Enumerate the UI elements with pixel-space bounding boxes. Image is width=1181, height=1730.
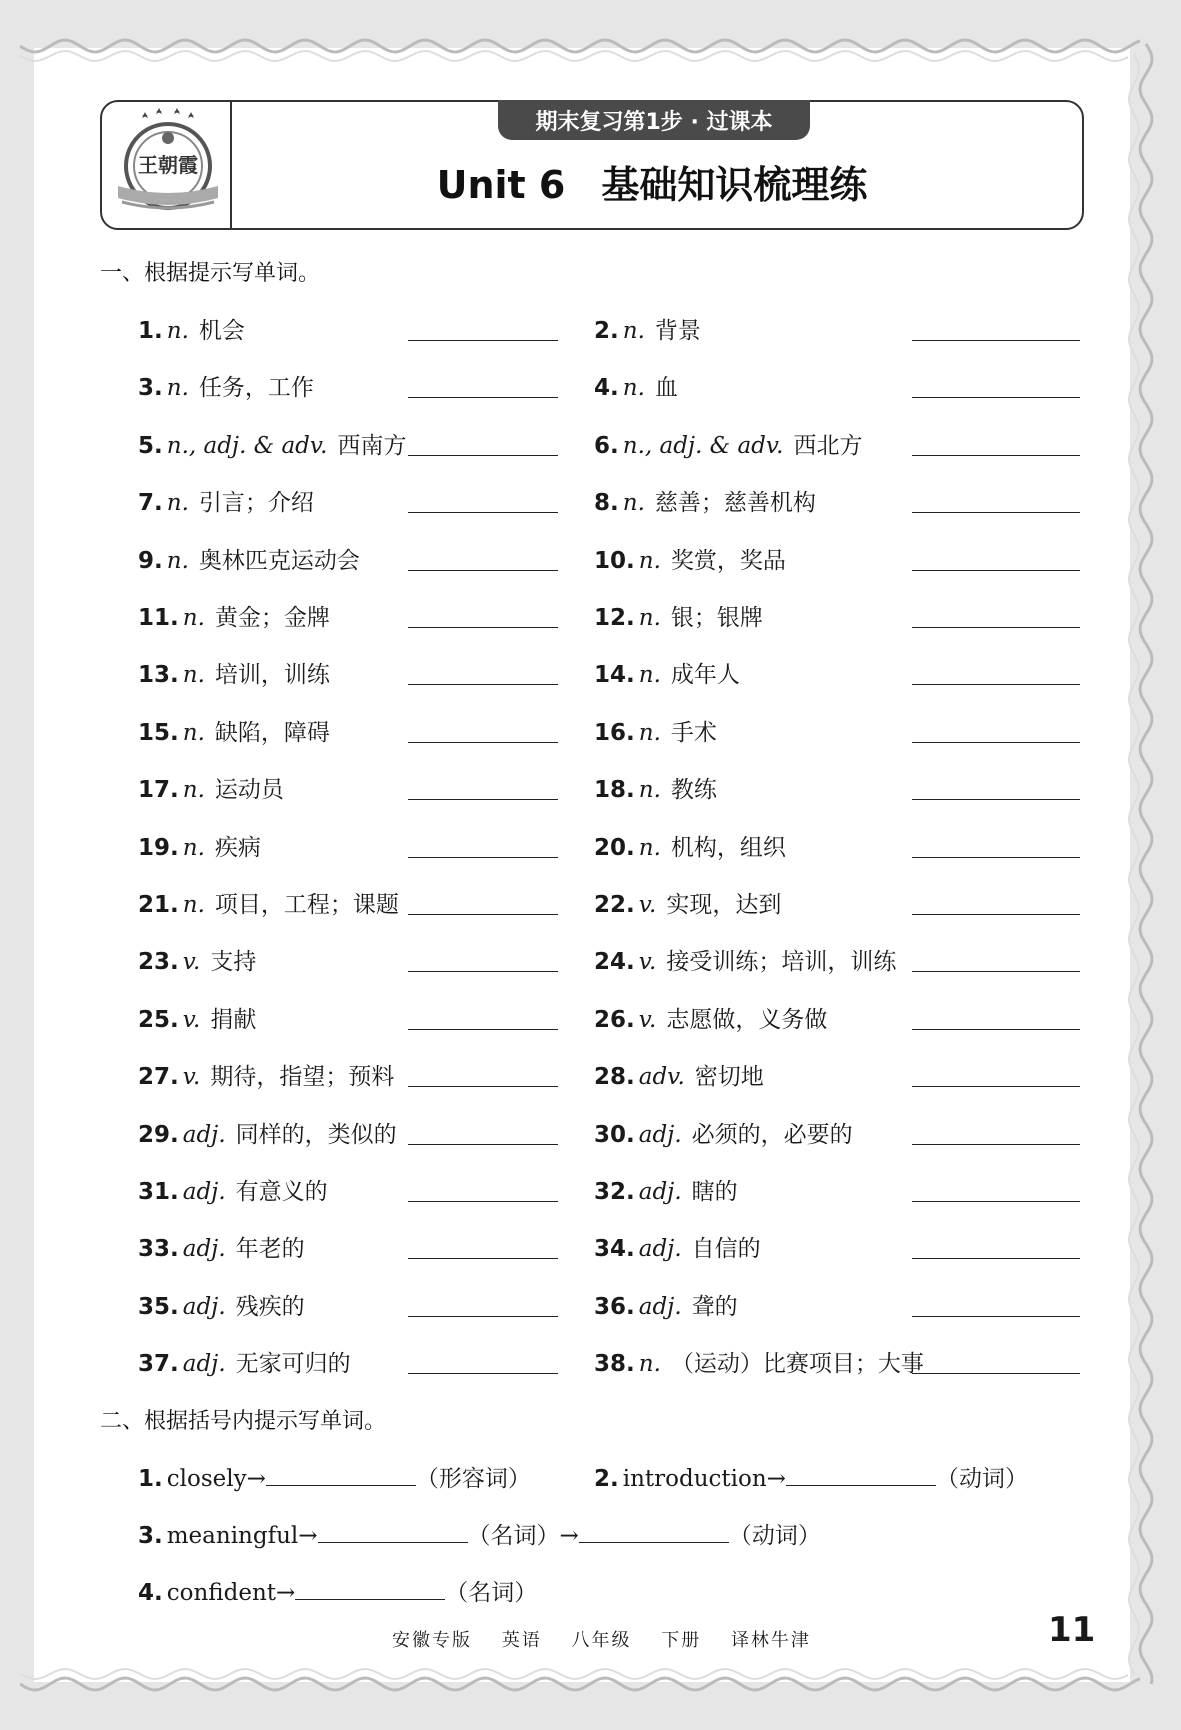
word-item bbox=[594, 1345, 924, 1378]
part-of-speech: n. bbox=[182, 892, 205, 918]
page-number: 11 bbox=[1048, 1610, 1096, 1650]
item-number: 18. bbox=[594, 777, 635, 804]
answer-blank[interactable] bbox=[408, 1201, 558, 1202]
section-1-heading: 一、根据提示写单词。 bbox=[100, 261, 321, 286]
meaning-text: 机会 bbox=[198, 318, 245, 344]
word-item bbox=[594, 369, 678, 402]
s2-question-2: 2. introduction→ （动词） bbox=[594, 1466, 1028, 1492]
answer-blank[interactable] bbox=[408, 512, 558, 513]
svg-text:王朝霞: 王朝霞 bbox=[138, 153, 198, 177]
answer-blank[interactable] bbox=[912, 971, 1080, 972]
word-item bbox=[138, 886, 399, 919]
part-of-speech: n. bbox=[182, 662, 205, 689]
answer-blank[interactable] bbox=[408, 397, 558, 398]
title-main: 基础知识梳理练 bbox=[601, 163, 868, 207]
word-item bbox=[594, 1230, 761, 1263]
s2-question-3: 3. meaningful→ （名词）→ （动词） bbox=[138, 1523, 821, 1549]
footer-edition: 安徽专版 bbox=[392, 1630, 472, 1651]
section-2-heading: 二、根据括号内提示写单词。 bbox=[100, 1409, 387, 1434]
answer-blank[interactable] bbox=[408, 857, 558, 858]
answer-blank[interactable] bbox=[912, 340, 1080, 341]
answer-blank[interactable] bbox=[408, 742, 558, 743]
part-of-speech: n. bbox=[622, 490, 645, 517]
part-of-speech: n. bbox=[622, 318, 645, 344]
word-item bbox=[594, 1058, 764, 1091]
item-number: 14. bbox=[594, 662, 635, 689]
item-number: 20. bbox=[594, 834, 635, 861]
item-number: 16. bbox=[594, 719, 635, 746]
meaning-text: 瞎的 bbox=[691, 1179, 738, 1205]
meaning-text: 手术 bbox=[670, 719, 717, 746]
item-number: 1. bbox=[138, 318, 163, 344]
meaning-text: （运动）比赛项目；大事 bbox=[670, 1351, 924, 1378]
part-of-speech: n. bbox=[166, 375, 189, 402]
part-of-speech: adj. bbox=[638, 1236, 682, 1263]
item-number: 6. bbox=[594, 432, 619, 459]
footer-grade: 八年级 bbox=[571, 1630, 632, 1651]
word-item bbox=[594, 312, 701, 345]
answer-blank[interactable] bbox=[318, 1522, 468, 1543]
meaning-text: 血 bbox=[654, 375, 678, 402]
item-number: 19. bbox=[138, 834, 179, 861]
answer-blank[interactable] bbox=[912, 1258, 1080, 1259]
word-item bbox=[138, 1345, 351, 1378]
part-of-speech: v. bbox=[182, 1006, 201, 1033]
word-item bbox=[594, 484, 816, 517]
item-number: 3. bbox=[138, 375, 163, 402]
item-number: 32. bbox=[594, 1179, 635, 1205]
word-item bbox=[138, 312, 245, 345]
review-step-tag: 期末复习第1步 · 过课本 bbox=[498, 100, 810, 140]
answer-blank[interactable] bbox=[912, 1029, 1080, 1030]
s2-question-4: 4. confident→ （名词） bbox=[138, 1580, 538, 1606]
word-item bbox=[138, 829, 261, 862]
item-number: 4. bbox=[594, 375, 619, 402]
word-item bbox=[138, 656, 330, 689]
word-item bbox=[594, 1116, 853, 1149]
item-number: 25. bbox=[138, 1006, 179, 1033]
answer-blank[interactable] bbox=[912, 627, 1080, 628]
meaning-text: 任务，工作 bbox=[198, 375, 314, 402]
item-number: 5. bbox=[138, 432, 163, 459]
meaning-text: 慈善；慈善机构 bbox=[654, 490, 816, 517]
word-item bbox=[138, 1001, 256, 1034]
answer-blank[interactable] bbox=[408, 1373, 558, 1374]
part-of-speech: v. bbox=[638, 892, 657, 918]
answer-blank[interactable] bbox=[912, 1201, 1080, 1202]
footer-subject: 英语 bbox=[501, 1630, 542, 1651]
answer-blank[interactable] bbox=[295, 1579, 445, 1600]
answer-blank[interactable] bbox=[786, 1465, 936, 1486]
title-unit: Unit 6 bbox=[436, 163, 566, 207]
part-of-speech: n. bbox=[638, 1351, 661, 1378]
footer-volume: 下册 bbox=[661, 1630, 702, 1651]
meaning-text: 西南方 bbox=[337, 432, 407, 459]
answer-blank[interactable] bbox=[912, 397, 1080, 398]
part-of-speech: n., adj. & adv. bbox=[622, 432, 784, 459]
word-item bbox=[594, 771, 717, 804]
word-item bbox=[594, 599, 763, 632]
item-number: 11. bbox=[138, 605, 179, 631]
meaning-text: 背景 bbox=[654, 318, 701, 344]
part-of-speech: adj. bbox=[182, 1179, 226, 1205]
item-number: 17. bbox=[138, 777, 179, 804]
answer-blank[interactable] bbox=[408, 1144, 558, 1145]
part-of-speech: n. bbox=[638, 662, 661, 689]
answer-blank[interactable] bbox=[408, 684, 558, 685]
answer-blank[interactable] bbox=[912, 455, 1080, 456]
answer-blank[interactable] bbox=[408, 914, 558, 915]
answer-blank[interactable] bbox=[408, 627, 558, 628]
meaning-text: 实现，达到 bbox=[666, 892, 782, 918]
part-of-speech: adj. bbox=[182, 1293, 226, 1320]
answer-blank[interactable] bbox=[912, 1373, 1080, 1374]
part-of-speech: adj. bbox=[182, 1236, 226, 1263]
item-number: 8. bbox=[594, 490, 619, 517]
answer-blank[interactable] bbox=[408, 1316, 558, 1317]
answer-blank[interactable] bbox=[912, 799, 1080, 800]
part-of-speech: adj. bbox=[182, 1351, 226, 1378]
part-of-speech: v. bbox=[182, 1064, 201, 1091]
word-item bbox=[138, 1116, 397, 1149]
word-item bbox=[138, 1230, 305, 1263]
word-item bbox=[594, 714, 717, 747]
meaning-text: 志愿做，义务做 bbox=[666, 1006, 828, 1033]
part-of-speech: n., adj. & adv. bbox=[166, 432, 328, 459]
item-number: 24. bbox=[594, 949, 635, 976]
answer-blank[interactable] bbox=[912, 914, 1080, 915]
meaning-text: 有意义的 bbox=[235, 1179, 328, 1205]
item-number: 2. bbox=[594, 318, 619, 344]
meaning-text: 年老的 bbox=[235, 1236, 305, 1263]
part-of-speech: n. bbox=[638, 834, 661, 861]
item-number: 13. bbox=[138, 662, 179, 689]
word-item bbox=[138, 714, 330, 747]
part-of-speech: n. bbox=[166, 490, 189, 517]
item-number: 15. bbox=[138, 719, 179, 746]
part-of-speech: n. bbox=[182, 834, 205, 861]
word-item bbox=[138, 427, 406, 460]
meaning-text: 疾病 bbox=[214, 834, 261, 861]
item-number: 33. bbox=[138, 1236, 179, 1263]
meaning-text: 奥林匹克运动会 bbox=[198, 547, 360, 574]
meaning-text: 无家可归的 bbox=[235, 1351, 351, 1378]
meaning-text: 残疾的 bbox=[235, 1293, 305, 1320]
answer-blank[interactable] bbox=[408, 1029, 558, 1030]
meaning-text: 成年人 bbox=[670, 662, 740, 689]
part-of-speech: adv. bbox=[638, 1064, 685, 1091]
word-item bbox=[138, 484, 314, 517]
word-item bbox=[138, 542, 360, 575]
part-of-speech: n. bbox=[182, 605, 205, 631]
part-of-speech: v. bbox=[638, 949, 657, 976]
part-of-speech: n. bbox=[182, 719, 205, 746]
part-of-speech: adj. bbox=[638, 1121, 682, 1148]
meaning-text: 自信的 bbox=[691, 1236, 761, 1263]
part-of-speech: adj. bbox=[638, 1179, 682, 1205]
item-number: 31. bbox=[138, 1179, 179, 1205]
item-number: 10. bbox=[594, 547, 635, 574]
item-number: 23. bbox=[138, 949, 179, 976]
item-number: 27. bbox=[138, 1064, 179, 1091]
meaning-text: 项目，工程；课题 bbox=[214, 892, 399, 918]
item-number: 37. bbox=[138, 1351, 179, 1378]
meaning-text: 密切地 bbox=[694, 1064, 764, 1091]
answer-blank[interactable] bbox=[408, 340, 558, 341]
word-item bbox=[594, 1173, 738, 1206]
word-item bbox=[594, 656, 740, 689]
item-number: 34. bbox=[594, 1236, 635, 1263]
answer-blank[interactable] bbox=[408, 971, 558, 972]
item-number: 22. bbox=[594, 892, 635, 918]
item-number: 35. bbox=[138, 1293, 179, 1320]
word-item bbox=[138, 1173, 328, 1206]
answer-blank[interactable] bbox=[912, 1086, 1080, 1087]
answer-blank[interactable] bbox=[408, 1086, 558, 1087]
answer-blank[interactable] bbox=[408, 455, 558, 456]
item-number: 9. bbox=[138, 547, 163, 574]
answer-blank[interactable] bbox=[912, 857, 1080, 858]
item-number: 26. bbox=[594, 1006, 635, 1033]
item-number: 36. bbox=[594, 1293, 635, 1320]
answer-blank[interactable] bbox=[408, 799, 558, 800]
part-of-speech: adj. bbox=[182, 1121, 226, 1148]
item-number: 30. bbox=[594, 1121, 635, 1148]
answer-blank[interactable] bbox=[912, 684, 1080, 685]
answer-blank[interactable] bbox=[912, 1316, 1080, 1317]
word-item bbox=[594, 542, 786, 575]
meaning-text: 西北方 bbox=[793, 432, 863, 459]
word-item bbox=[138, 1058, 394, 1091]
part-of-speech: v. bbox=[182, 949, 201, 976]
answer-blank[interactable] bbox=[266, 1465, 416, 1486]
item-number: 29. bbox=[138, 1121, 179, 1148]
item-number: 21. bbox=[138, 892, 179, 918]
meaning-text: 黄金；金牌 bbox=[214, 605, 330, 631]
meaning-text: 期待，指望；预料 bbox=[210, 1064, 395, 1091]
meaning-text: 聋的 bbox=[691, 1293, 738, 1320]
answer-blank[interactable] bbox=[912, 1144, 1080, 1145]
unit-header bbox=[100, 100, 1084, 230]
meaning-text: 教练 bbox=[670, 777, 717, 804]
meaning-text: 支持 bbox=[210, 949, 257, 976]
part-of-speech: n. bbox=[622, 375, 645, 402]
answer-blank[interactable] bbox=[912, 742, 1080, 743]
meaning-text: 接受训练；培训，训练 bbox=[666, 949, 897, 976]
word-item bbox=[594, 829, 786, 862]
word-item bbox=[594, 1288, 738, 1321]
word-item bbox=[594, 427, 862, 460]
part-of-speech: n. bbox=[638, 777, 661, 804]
word-item bbox=[138, 369, 314, 402]
word-item bbox=[594, 943, 896, 976]
meaning-text: 银；银牌 bbox=[670, 605, 763, 631]
word-item bbox=[138, 771, 284, 804]
part-of-speech: adj. bbox=[638, 1293, 682, 1320]
item-number: 12. bbox=[594, 605, 635, 631]
word-item bbox=[138, 943, 256, 976]
meaning-text: 运动员 bbox=[214, 777, 284, 804]
part-of-speech: n. bbox=[638, 719, 661, 746]
meaning-text: 缺陷，障碍 bbox=[214, 719, 330, 746]
answer-blank[interactable] bbox=[912, 570, 1080, 571]
part-of-speech: n. bbox=[638, 605, 661, 631]
meaning-text: 机构，组织 bbox=[670, 834, 786, 861]
word-item bbox=[594, 1001, 827, 1034]
item-number: 38. bbox=[594, 1351, 635, 1378]
part-of-speech: n. bbox=[166, 318, 189, 344]
meaning-text: 捐献 bbox=[210, 1006, 257, 1033]
meaning-text: 奖赏，奖品 bbox=[670, 547, 786, 574]
part-of-speech: n. bbox=[638, 547, 661, 574]
part-of-speech: v. bbox=[638, 1006, 657, 1033]
item-number: 7. bbox=[138, 490, 163, 517]
item-number: 28. bbox=[594, 1064, 635, 1091]
word-item bbox=[594, 886, 781, 919]
part-of-speech: n. bbox=[166, 547, 189, 574]
answer-blank[interactable] bbox=[579, 1522, 729, 1543]
part-of-speech: n. bbox=[182, 777, 205, 804]
answer-blank[interactable] bbox=[912, 512, 1080, 513]
meaning-text: 必须的，必要的 bbox=[691, 1121, 853, 1148]
s2-question-1: 1. closely→ （形容词） bbox=[138, 1466, 531, 1492]
footer-info bbox=[392, 1626, 833, 1652]
word-item bbox=[138, 1288, 305, 1321]
meaning-text: 培训，训练 bbox=[214, 662, 330, 689]
meaning-text: 同样的，类似的 bbox=[235, 1121, 397, 1148]
answer-blank[interactable] bbox=[408, 570, 558, 571]
footer-publisher: 译林牛津 bbox=[730, 1630, 811, 1651]
word-item bbox=[138, 599, 330, 632]
page-title bbox=[102, 154, 1082, 209]
answer-blank[interactable] bbox=[408, 1258, 558, 1259]
meaning-text: 引言；介绍 bbox=[198, 490, 314, 517]
